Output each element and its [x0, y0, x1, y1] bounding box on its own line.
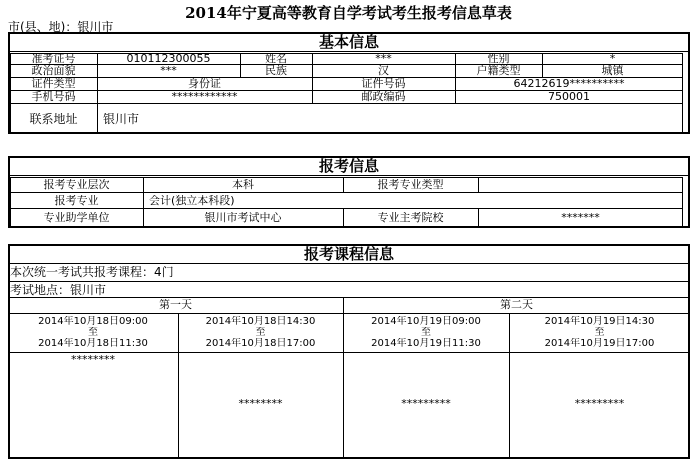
value-postcode: 750001 — [548, 91, 590, 103]
session-1-start: 2014年10月18日09:00 — [38, 316, 148, 327]
value-assist-unit: 银川市考试中心 — [204, 212, 282, 224]
label-major: 报考专业 — [54, 195, 99, 207]
value-name: *** — [375, 53, 392, 65]
label-household-type: 户籍类型 — [476, 65, 521, 77]
label-admission-no: 准考证号 — [31, 53, 76, 65]
session-2-start: 2014年10月18日14:30 — [205, 316, 316, 327]
session-4-to: 至 — [594, 327, 605, 338]
session-4-start: 2014年10月19日14:30 — [544, 316, 655, 327]
value-gender: * — [609, 53, 616, 65]
value-household-type: 城镇 — [601, 65, 624, 77]
course-count-line: 本次统一考试共报考课程：4门 — [10, 266, 174, 278]
value-chief-college: ******* — [561, 212, 600, 224]
value-political: *** — [160, 65, 177, 77]
label-id-type: 证件类型 — [31, 78, 76, 90]
label-name: 姓名 — [265, 53, 287, 65]
apply-info-header: 报考信息 — [318, 157, 379, 175]
value-id-type: 身份证 — [188, 78, 221, 90]
day2-header: 第二天 — [500, 299, 533, 311]
value-ethnicity: 汉 — [378, 65, 389, 77]
label-gender: 性别 — [487, 53, 510, 65]
label-id-number: 证件号码 — [361, 78, 406, 90]
day1-header: 第一天 — [159, 299, 192, 311]
session-2-end: 2014年10月18日17:00 — [205, 338, 316, 349]
session-4-end: 2014年10月19日17:00 — [544, 338, 655, 349]
city-line: 市(县、地)：银川市 — [8, 20, 114, 34]
label-major-level: 报考专业层次 — [43, 179, 110, 191]
session-1-course: ******** — [71, 354, 115, 366]
course-info-header: 报考课程信息 — [303, 245, 394, 263]
label-chief-college: 专业主考院校 — [377, 212, 444, 224]
session-2-course: ******** — [238, 398, 283, 410]
value-major-level: 本科 — [232, 179, 254, 191]
session-4-course: ********* — [574, 398, 625, 410]
label-major-type: 报考专业类型 — [377, 179, 444, 191]
session-3-course: ********* — [401, 398, 451, 410]
label-postcode: 邮政编码 — [361, 91, 406, 103]
label-ethnicity: 民族 — [265, 65, 287, 77]
value-id-number: 64212619********** — [513, 78, 625, 90]
session-3-to: 至 — [421, 327, 431, 338]
exam-location-line: 考试地点：银川市 — [10, 284, 107, 296]
page-title: 2014年宁夏高等教育自学考试考生报考信息草表 — [185, 4, 512, 22]
label-address: 联系地址 — [29, 113, 78, 125]
label-mobile: 手机号码 — [31, 91, 76, 103]
value-major: 会计(独立本科段) — [149, 195, 235, 207]
basic-info-header: 基本信息 — [318, 33, 379, 51]
session-3-start: 2014年10月19日09:00 — [371, 316, 481, 327]
session-2-to: 至 — [255, 327, 266, 338]
session-1-end: 2014年10月18日11:30 — [38, 338, 148, 349]
session-3-end: 2014年10月19日11:30 — [371, 338, 481, 349]
label-assist-unit: 专业助学单位 — [43, 212, 110, 224]
value-address: 银川市 — [103, 113, 140, 125]
session-1-to: 至 — [88, 327, 98, 338]
value-admission-no: 010112300055 — [126, 53, 211, 65]
value-mobile: ************ — [171, 91, 238, 103]
label-political: 政治面貌 — [31, 65, 76, 77]
